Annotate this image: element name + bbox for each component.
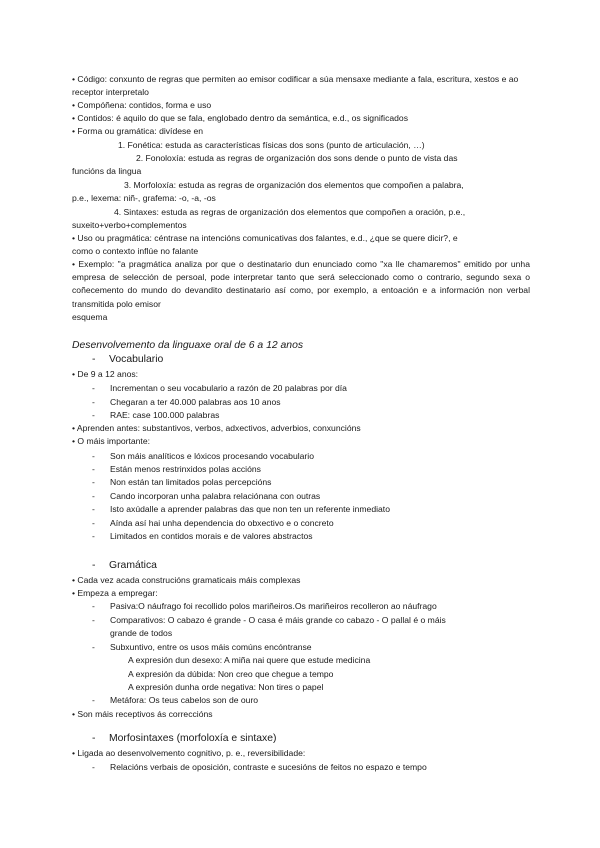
dash-bullet: - <box>92 560 96 571</box>
morfoloxia-line: 3. Morfoloxía: estuda as regras de organización dos elementos que compoñen a palabra, <box>124 180 464 190</box>
list-item: Cando incorporan unha palabra relaciónana con outras <box>110 491 321 501</box>
subxuntivo-item: Subxuntivo, entre os usos máis comúns encóntranse <box>110 642 312 652</box>
section-title: Desenvolvemento da linguaxe oral de 6 a 12 anos <box>72 340 304 351</box>
contidos-line: • Contidos: é aquilo do que se fala, englobado dentro da semántica, e.d., os significados <box>72 113 408 123</box>
uso-cont: como o contexto inflúe no falante <box>72 246 199 256</box>
fonetica-line: 1. Fonética: estuda as características físicas dos sons (punto de articulación, …) <box>118 140 425 150</box>
dash-bullet: - <box>92 464 95 474</box>
ligada-line: • Ligada ao desenvolvemento cognitivo, p. e., reversibilidade: <box>72 748 306 758</box>
list-item: RAE: case 100.000 palabras <box>110 410 220 420</box>
sintaxes-cont: suxeito+verbo+complementos <box>72 220 187 230</box>
sintaxes-line: 4. Sintaxes: estuda as regras de organización dos elementos que compoñen a oración, p.e., <box>114 207 466 217</box>
dash-bullet: - <box>92 601 95 611</box>
dash-bullet: - <box>92 354 96 365</box>
dash-bullet: - <box>92 531 95 541</box>
list-item: Chegaran a ter 40.000 palabras aos 10 anos <box>110 397 281 407</box>
list-item: Aínda así hai unha dependencia do obxectivo e o concreto <box>110 518 334 528</box>
forma-line: • Forma ou gramática: divídese en <box>72 126 204 136</box>
metafora-item: Metáfora: Os teus cabelos son de ouro <box>110 695 259 705</box>
dash-bullet: - <box>92 762 95 772</box>
dash-bullet: - <box>92 518 95 528</box>
exemplo-paragraph: • Exemplo: "a pragmática analiza por que o destinatario dun enunciado como "xa lle chamaremos" emitido por unha empresa de selección de persoal, pode interpretar tanto que será seleccionado como o contrario, segundo sexa o coñecemento do mundo do devandito destinatario así como, por exemplo, a entoación e a información non verbal transmitida polo emisor <box>72 259 530 309</box>
heading-label: Morfosintaxes (morfoloxía e sintaxe) <box>109 733 277 744</box>
morfoloxia-cont: p.e., lexema: niñ-, grafema: -o, -a, -os <box>72 193 216 203</box>
dash-bullet: - <box>92 504 95 514</box>
dash-bullet: - <box>92 491 95 501</box>
list-item: Incrementan o seu vocabulario a razón de 20 palabras por día <box>110 383 347 393</box>
list-item: Limitados en contidos morais e de valores abstractos <box>110 531 313 541</box>
dash-bullet: - <box>92 410 95 420</box>
list-item: Están menos restrinxidos polas accións <box>110 464 261 474</box>
fonoloxia-line: 2. Fonoloxía: estuda as regras de organización dos sons dende o punto de vista das <box>136 153 458 163</box>
empeza-line: • Empeza a empregar: <box>72 588 158 598</box>
list-item: Isto axúdalle a aprender palabras das que non ten un referente inmediato <box>110 504 390 514</box>
receptivos-line: • Son máis receptivos ás correccións <box>72 709 213 719</box>
dash-bullet: - <box>92 733 96 744</box>
subxuntivo-example: A expresión dun desexo: A miña nai quere que estude medicina <box>128 655 371 665</box>
heading-label: Gramática <box>109 560 157 571</box>
comparativos-item: Comparativos: O cabazo é grande - O casa é máis grande co cabazo - O pallal é o máis <box>110 615 446 625</box>
uso-line: • Uso ou pragmática: céntrase na intencións comunicativas dos falantes, e.d., ¿que se quere dicir?, e <box>72 233 458 243</box>
comparativos-cont: grande de todos <box>110 628 173 638</box>
cada-line: • Cada vez acada construcións gramaticais máis complexas <box>72 575 301 585</box>
esquema-line: esquema <box>72 312 108 322</box>
list-item: Son máis analíticos e lóxicos procesando vocabulario <box>110 451 314 461</box>
dash-bullet: - <box>92 695 95 705</box>
relacions-item: Relacións verbais de oposición, contraste e sucesións de feitos no espazo e tempo <box>110 762 427 772</box>
dash-bullet: - <box>92 383 95 393</box>
componena-line: • Compóñena: contidos, forma e uso <box>72 100 212 110</box>
dash-bullet: - <box>92 615 95 625</box>
subxuntivo-example: A expresión da dúbida: Non creo que chegue a tempo <box>128 669 334 679</box>
list-item: Non están tan limitados polas percepcións <box>110 477 272 487</box>
subxuntivo-example: A expresión dunha orde negativa: Non tires o papel <box>128 682 324 692</box>
pasiva-item: Pasiva:O náufrago foi recollido polos mariñeiros.Os mariñeiros recolleron ao náufrago <box>110 601 437 611</box>
aprenden-line: • Aprenden antes: substantivos, verbos, adxectivos, adverbios, conxuncións <box>72 423 361 433</box>
dash-bullet: - <box>92 642 95 652</box>
dash-bullet: - <box>92 451 95 461</box>
importante-line: • O máis importante: <box>72 436 150 446</box>
heading-label: Vocabulario <box>109 354 164 365</box>
de9-line: • De 9 a 12 anos: <box>72 369 139 379</box>
codigo-paragraph: • Código: conxunto de regras que permiten ao emisor codificar a súa mensaxe mediante a fala, escritura, xestos e ao receptor interpretalo <box>72 74 519 98</box>
dash-bullet: - <box>92 477 95 487</box>
dash-bullet: - <box>92 397 95 407</box>
fonoloxia-cont: funcións da lingua <box>72 166 142 176</box>
